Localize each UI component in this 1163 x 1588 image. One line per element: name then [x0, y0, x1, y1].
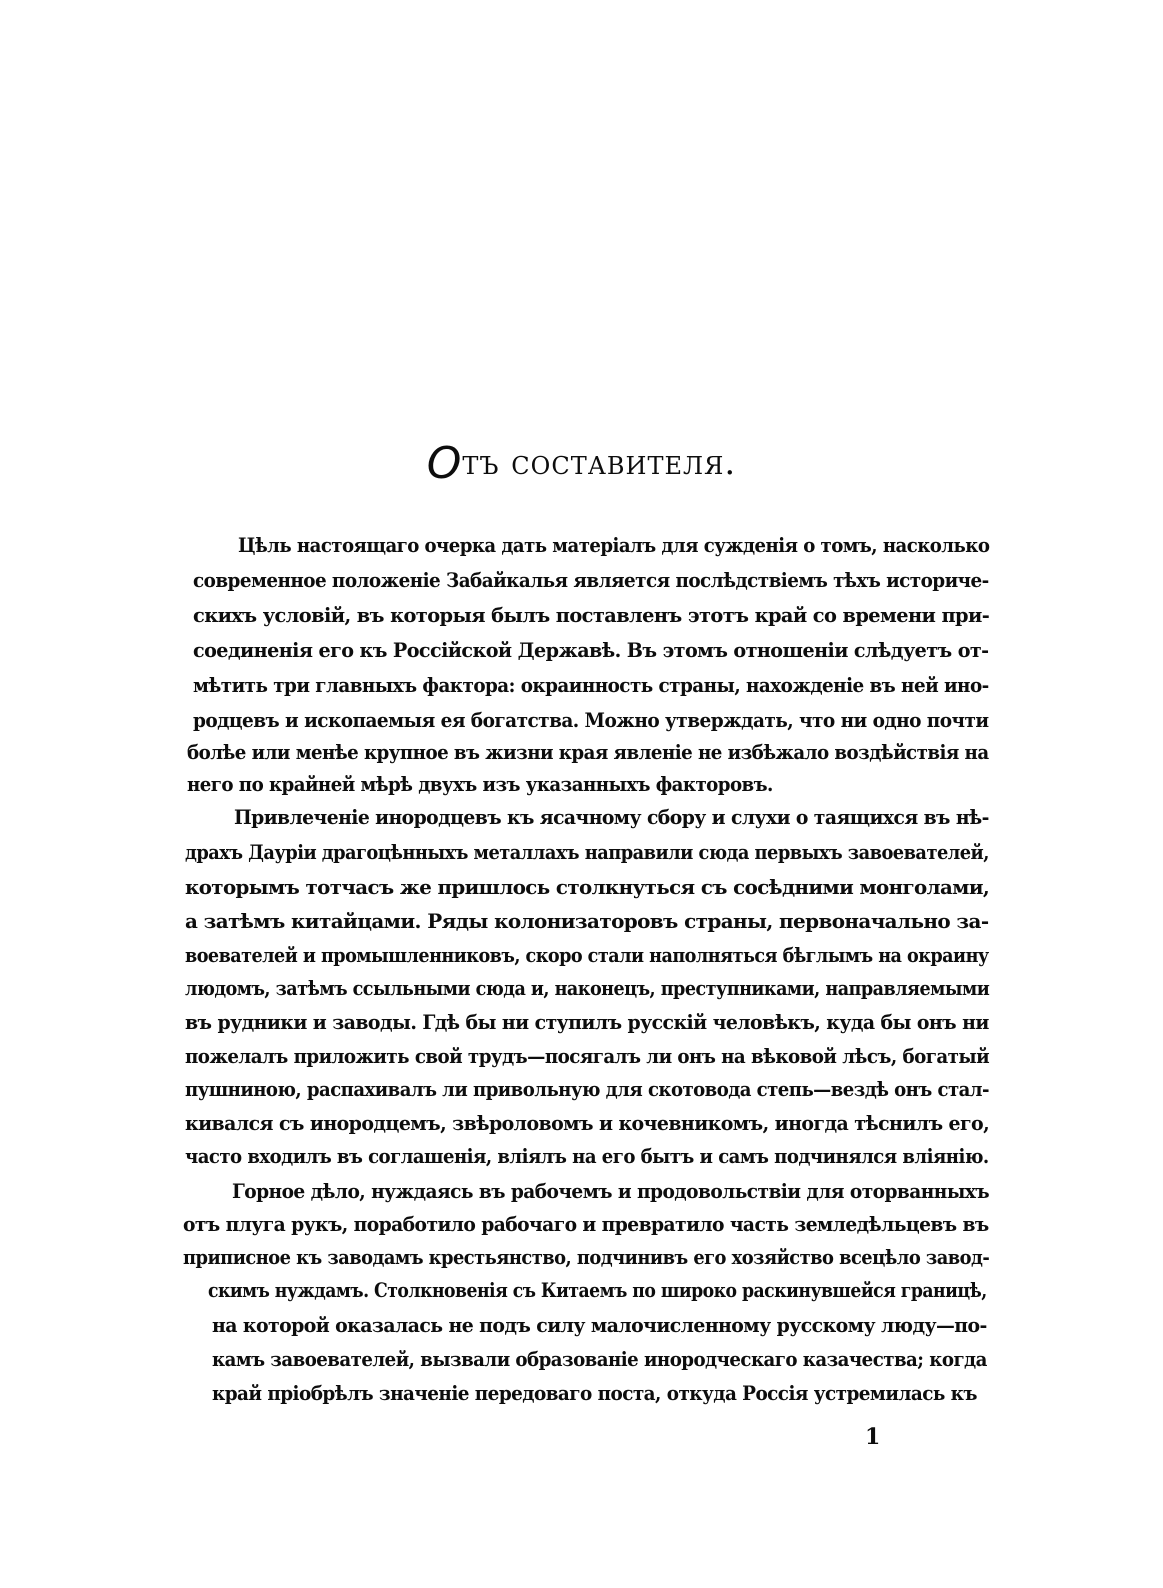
text-line: приписное къ заводамъ крестьянство, подчинивъ его хозяйство всецѣло завод- [183, 1245, 990, 1269]
text-line: пожелалъ приложить свой трудъ—посягалъ ли онъ на вѣковой лѣсъ, богатый [185, 1044, 990, 1068]
text-line: а затѣмъ китайцами. Ряды колонизаторовъ страны, первоначально за- [185, 909, 989, 933]
page-number: 1 [865, 1424, 881, 1450]
text-line: скимъ нуждамъ. Столкновенія съ Китаемъ по широко раскинувшейся границѣ, [208, 1278, 987, 1302]
text-line: камъ завоевателей, вызвали образованіе инородческаго казачества; когда [212, 1347, 987, 1371]
heading-initial: О [426, 438, 463, 489]
text-line: соединенія его къ Россійской Державѣ. Въ этомъ отношеніи слѣдуетъ от- [193, 638, 989, 662]
text-line: часто входилъ въ соглашенія, вліялъ на его бытъ и самъ подчинялся вліянію. [185, 1144, 989, 1168]
text-line: кивался съ инородцемъ, звѣроловомъ и кочевникомъ, иногда тѣснилъ его, [185, 1111, 990, 1135]
text-line: Привлеченіе инородцевъ къ ясачному сбору и слухи о таящихся въ нѣ- [234, 805, 989, 829]
text-line: скихъ условій, въ которыя былъ поставленъ этотъ край со времени при- [193, 603, 990, 627]
text-line: людомъ, затѣмъ ссыльными сюда и, наконецъ, преступниками, направляемыми [185, 976, 990, 1000]
text-line: него по крайней мѣрѣ двухъ изъ указанныхъ факторовъ. [187, 772, 773, 796]
text-line: на которой оказалась не подъ силу малочисленному русскому люду—по- [212, 1313, 987, 1337]
chapter-heading [0, 438, 1163, 489]
text-line: отъ плуга рукъ, поработило рабочаго и превратило часть земледѣльцевъ въ [183, 1212, 989, 1236]
text-line: драхъ Дауріи драгоцѣнныхъ металлахъ направили сюда первыхъ завоевателей, [185, 840, 989, 864]
text-line: мѣтить три главныхъ фактора: окраинность страны, нахожденіе въ ней ино- [193, 673, 989, 697]
text-line: воевателей и промышленниковъ, скоро стали наполняться бѣглымъ на окраину [185, 943, 989, 967]
text-line: Цѣль настоящаго очерка дать матеріалъ для сужденія о томъ, насколько [238, 533, 990, 557]
text-line: которымъ тотчасъ же пришлось столкнуться съ сосѣдними монголами, [185, 875, 990, 899]
text-line: край пріобрѣлъ значеніе передоваго поста, откуда Россія устремилась къ [212, 1381, 977, 1405]
text-line: болѣе или менѣе крупное въ жизни края явленіе не избѣжало воздѣйствія на [187, 740, 989, 764]
heading-text: тъ составителя. [462, 443, 737, 483]
text-line: родцевъ и ископаемыя ея богатства. Можно утверждать, что ни одно почти [193, 708, 989, 732]
text-line: въ рудники и заводы. Гдѣ бы ни ступилъ русскій человѣкъ, куда бы онъ ни [185, 1010, 989, 1034]
text-line: современное положеніе Забайкалья является послѣдствіемъ тѣхъ историче- [193, 568, 989, 592]
text-line: Горное дѣло, нуждаясь въ рабочемъ и продовольствіи для оторванныхъ [232, 1179, 990, 1203]
text-line: пушниною, распахивалъ ли привольную для скотовода степь—вездѣ онъ стал- [185, 1077, 989, 1101]
